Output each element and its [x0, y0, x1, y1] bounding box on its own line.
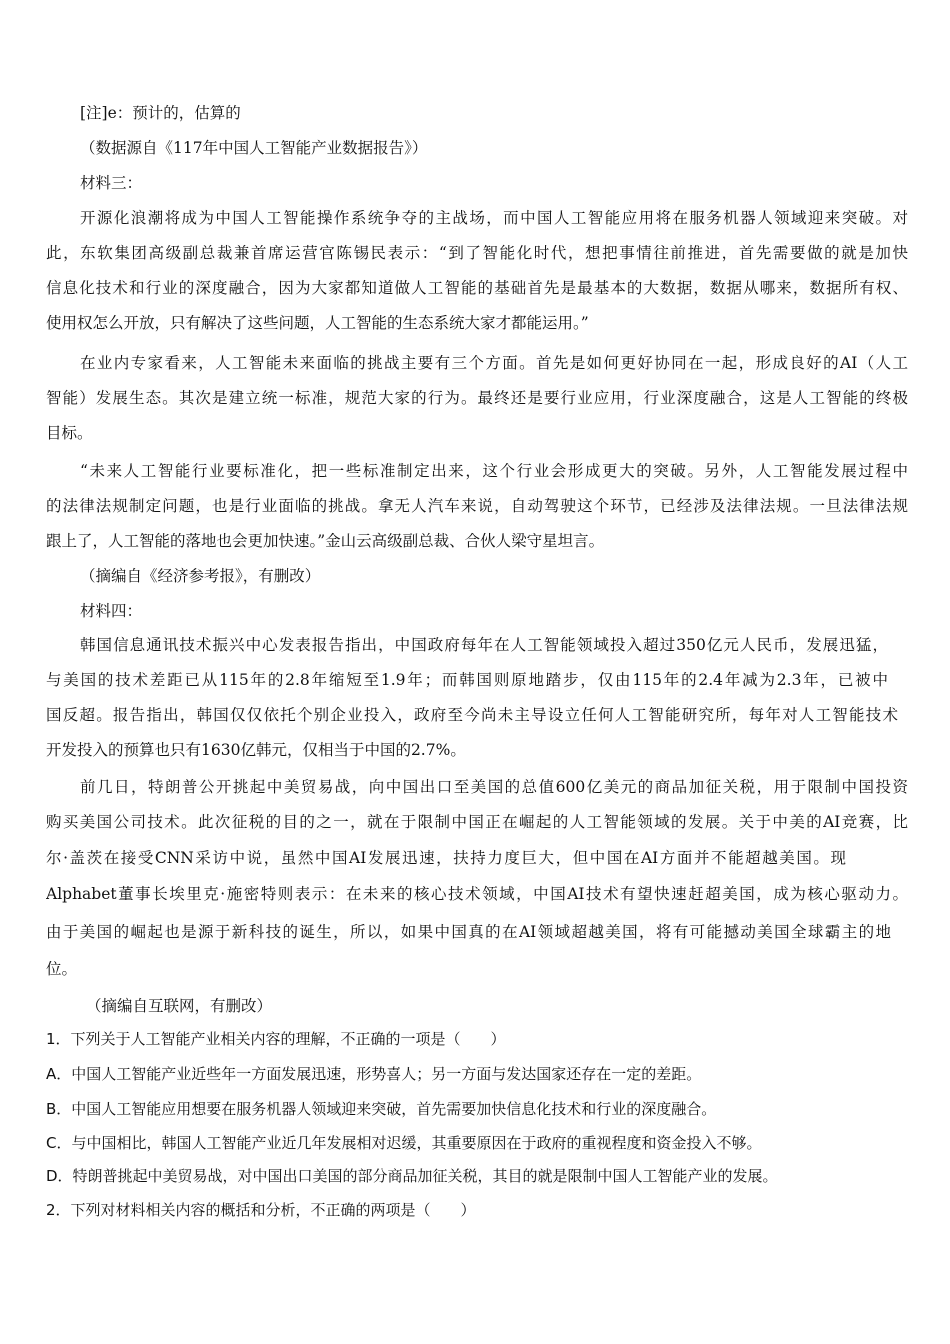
question-2-stem: 2．下列对材料相关内容的概括和分析，不正确的两项是（ ） — [46, 1201, 476, 1219]
question-1-option-a: A．中国人工智能产业近些年一方面发展迅速，形势喜人；另一方面与发达国家还存在一定的差距。 — [46, 1065, 702, 1083]
source-line: （摘编自《经济参考报》，有删改） — [80, 567, 321, 585]
paragraph-line: “未来人工智能行业要标准化，把一些标准制定出来，这个行业会形成更大的突破。另外，人工智能发展过程中 — [80, 462, 908, 480]
paragraph-line: 智能）发展生态。其次是建立统一标准，规范大家的行为。最终还是要行业应用，行业深度融合，这是人工智能的终极 — [46, 389, 908, 407]
paragraph-line: 国反超。报告指出，韩国仅仅依托个别企业投入，政府至今尚未主导设立任何人工智能研究所，每年对人工智能技术 — [46, 706, 898, 724]
paragraph-line: 与美国的技术差距已从115年的2.8年缩短至1.9年；而韩国则原地踏步，仅由115年的2.4年减为2.3年，已被中 — [46, 671, 888, 689]
paragraph-line: 位。 — [46, 960, 78, 978]
paragraph-line: 由于美国的崛起也是源于新科技的诞生，所以，如果中国真的在AI领域超越美国，将有可能撼动美国全球霸主的地 — [46, 923, 891, 941]
paragraph-line: 使用权怎么开放，只有解决了这些问题，人工智能的生态系统大家才都能运用。” — [46, 314, 589, 332]
paragraph-line: 目标。 — [46, 424, 93, 442]
question-1-option-b: B．中国人工智能应用想要在服务机器人领域迎来突破，首先需要加快信息化技术和行业的深度融合。 — [46, 1100, 717, 1118]
paragraph-line: 购买美国公司技术。此次征税的目的之一，就在于限制中国正在崛起的人工智能领域的发展。关于中美的AI竞赛，比 — [46, 813, 908, 831]
paragraph-line: 信息化技术和行业的深度融合，因为大家都知道做人工智能的基础首先是最基本的大数据，数据从哪来，数据所有权、 — [46, 279, 908, 297]
source-line: （数据源自《117年中国人工智能产业数据报告》） — [80, 139, 428, 157]
question-1-stem: 1．下列关于人工智能产业相关内容的理解，不正确的一项是（ ） — [46, 1030, 506, 1048]
paragraph-line: 跟上了，人工智能的落地也会更加快速。”金山云高级副总裁、合伙人梁守星坦言。 — [46, 532, 605, 550]
paragraph-line: 尔·盖茨在接受CNN采访中说，虽然中国AI发展迅速，扶持力度巨大，但中国在AI方面并不能超越美国。现 — [46, 849, 846, 867]
paragraph-line: 在业内专家看来，人工智能未来面临的挑战主要有三个方面。首先是如何更好协同在一起，形成良好的AI（人工 — [80, 354, 908, 372]
note-line: [注]e：预计的，估算的 — [80, 104, 241, 122]
question-1-option-d: D．特朗普挑起中美贸易战，对中国出口美国的部分商品加征关税，其目的就是限制中国人工智能产业的发展。 — [46, 1167, 778, 1185]
paragraph-line: 前几日，特朗普公开挑起中美贸易战，向中国出口至美国的总值600亿美元的商品加征关税，用于限制中国投资 — [80, 778, 908, 796]
question-1-option-c: C．与中国相比，韩国人工智能产业近几年发展相对迟缓，其重要原因在于政府的重视程度和资金投入不够。 — [46, 1134, 762, 1152]
source-line: （摘编自互联网，有删改） — [86, 997, 273, 1015]
paragraph-line: Alphabet董事长埃里克·施密特则表示：在未来的核心技术领域，中国AI技术有望快速赶超美国，成为核心驱动力。 — [46, 885, 908, 903]
paragraph-line: 此，东软集团高级副总裁兼首席运营官陈锡民表示：“到了智能化时代，想把事情往前推进，首先需要做的就是加快 — [46, 244, 908, 262]
paragraph-line: 的法律法规制定问题，也是行业面临的挑战。拿无人汽车来说，自动驾驶这个环节，已经涉及法律法规。一旦法律法规 — [46, 497, 908, 515]
paragraph-line: 开发投入的预算也只有1630亿韩元，仅相当于中国的2.7%。 — [46, 741, 466, 759]
paragraph-line: 韩国信息通讯技术振兴中心发表报告指出，中国政府每年在人工智能领域投入超过350亿元人民币，发展迅猛， — [80, 636, 888, 654]
material-three-title: 材料三： — [80, 174, 143, 192]
paragraph-line: 开源化浪潮将成为中国人工智能操作系统争夺的主战场，而中国人工智能应用将在服务机器人领域迎来突破。对 — [80, 209, 908, 227]
material-four-title: 材料四： — [80, 602, 143, 620]
